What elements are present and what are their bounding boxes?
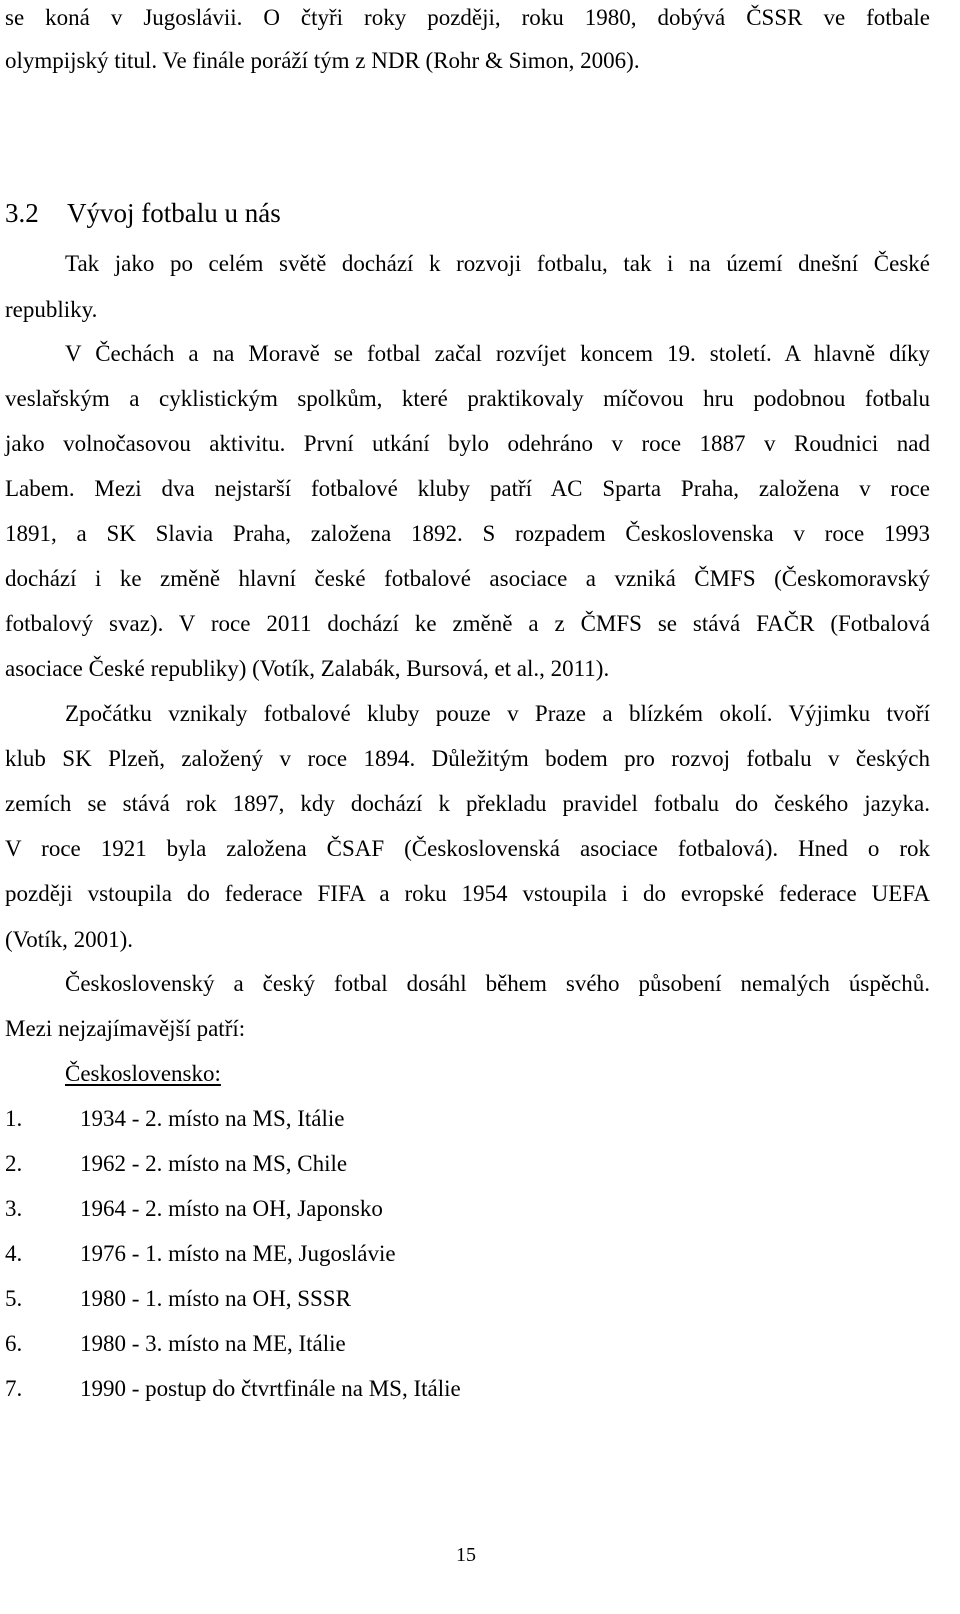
paragraph-line: V roce 1921 byla založena ČSAF (Československá asociace fotbalová). Hned o rok bbox=[5, 836, 930, 861]
list-item bbox=[5, 1105, 344, 1133]
list-item-text: 1976 - 1. místo na ME, Jugoslávie bbox=[80, 1241, 396, 1266]
paragraph-line: (Votík, 2001). bbox=[5, 927, 133, 952]
section-number: 3.2 bbox=[5, 198, 39, 228]
paragraph-line: veslařským a cyklistickým spolkům, které praktikovaly míčovou hru podobnou fotbalu bbox=[5, 386, 930, 411]
paragraph-line: dochází i ke změně hlavní české fotbalové asociace a vzniká ČMFS (Českomoravský bbox=[5, 566, 930, 591]
paragraph-line: později vstoupila do federace FIFA a roku 1954 vstoupila i do evropské federace UEFA bbox=[5, 881, 930, 906]
list-heading: Československo: bbox=[65, 1061, 221, 1086]
list-item-text: 1964 - 2. místo na OH, Japonsko bbox=[80, 1196, 383, 1221]
paragraph-line: klub SK Plzeň, založený v roce 1894. Důležitým bodem pro rozvoj fotbalu v českých bbox=[5, 746, 930, 771]
list-item bbox=[5, 1375, 461, 1403]
list-item-text: 1980 - 3. místo na ME, Itálie bbox=[80, 1331, 346, 1356]
section-heading bbox=[5, 197, 281, 229]
list-item-number: 3. bbox=[5, 1196, 23, 1221]
paragraph-line: Zpočátku vznikaly fotbalové kluby pouze v Praze a blízkém okolí. Výjimku tvoří bbox=[65, 701, 930, 726]
paragraph-line: V Čechách a na Moravě se fotbal začal rozvíjet koncem 19. století. A hlavně díky bbox=[65, 341, 930, 366]
list-item-number: 2. bbox=[5, 1151, 23, 1176]
paragraph-line: 1891, a SK Slavia Praha, založena 1892. S rozpadem Československa v roce 1993 bbox=[5, 521, 930, 546]
list-item bbox=[5, 1285, 351, 1313]
paragraph-line: Labem. Mezi dva nejstarší fotbalové kluby patří AC Sparta Praha, založena v roce bbox=[5, 476, 930, 501]
paragraph-line: Mezi nejzajímavější patří: bbox=[5, 1016, 246, 1041]
list-item bbox=[5, 1330, 346, 1358]
paragraph-line: olympijský titul. Ve finále poráží tým z NDR (Rohr & Simon, 2006). bbox=[5, 48, 640, 73]
list-item-text: 1990 - postup do čtvrtfinále na MS, Itálie bbox=[80, 1376, 461, 1401]
section-title: Vývoj fotbalu u nás bbox=[67, 198, 281, 228]
list-item-text: 1934 - 2. místo na MS, Itálie bbox=[80, 1106, 345, 1131]
paragraph-line: asociace České republiky) (Votík, Zalabák, Bursová, et al., 2011). bbox=[5, 656, 610, 681]
list-item-number: 4. bbox=[5, 1241, 23, 1266]
list-item-number: 6. bbox=[5, 1331, 23, 1356]
list-item-number: 1. bbox=[5, 1106, 23, 1131]
paragraph-line: zemích se stává rok 1897, kdy dochází k překladu pravidel fotbalu do českého jazyka. bbox=[5, 791, 930, 816]
paragraph-line: se koná v Jugoslávii. O čtyři roky později, roku 1980, dobývá ČSSR ve fotbale bbox=[5, 5, 930, 30]
list-item-text: 1980 - 1. místo na OH, SSSR bbox=[80, 1286, 351, 1311]
list-item bbox=[5, 1195, 383, 1223]
page-number: 15 bbox=[456, 1544, 476, 1566]
list-item bbox=[5, 1150, 347, 1178]
paragraph-line: Československý a český fotbal dosáhl během svého působení nemalých úspěchů. bbox=[65, 971, 930, 996]
paragraph-line: fotbalový svaz). V roce 2011 dochází ke změně a z ČMFS se stává FAČR (Fotbalová bbox=[5, 611, 930, 636]
paragraph-line: Tak jako po celém světě dochází k rozvoji fotbalu, tak i na území dnešní České bbox=[65, 251, 930, 276]
list-item bbox=[5, 1240, 396, 1268]
list-item-text: 1962 - 2. místo na MS, Chile bbox=[80, 1151, 348, 1176]
paragraph-line: republiky. bbox=[5, 297, 98, 322]
list-item-number: 5. bbox=[5, 1286, 23, 1311]
list-item-number: 7. bbox=[5, 1376, 23, 1401]
paragraph-line: jako volnočasovou aktivitu. První utkání bylo odehráno v roce 1887 v Roudnici nad bbox=[5, 431, 930, 456]
